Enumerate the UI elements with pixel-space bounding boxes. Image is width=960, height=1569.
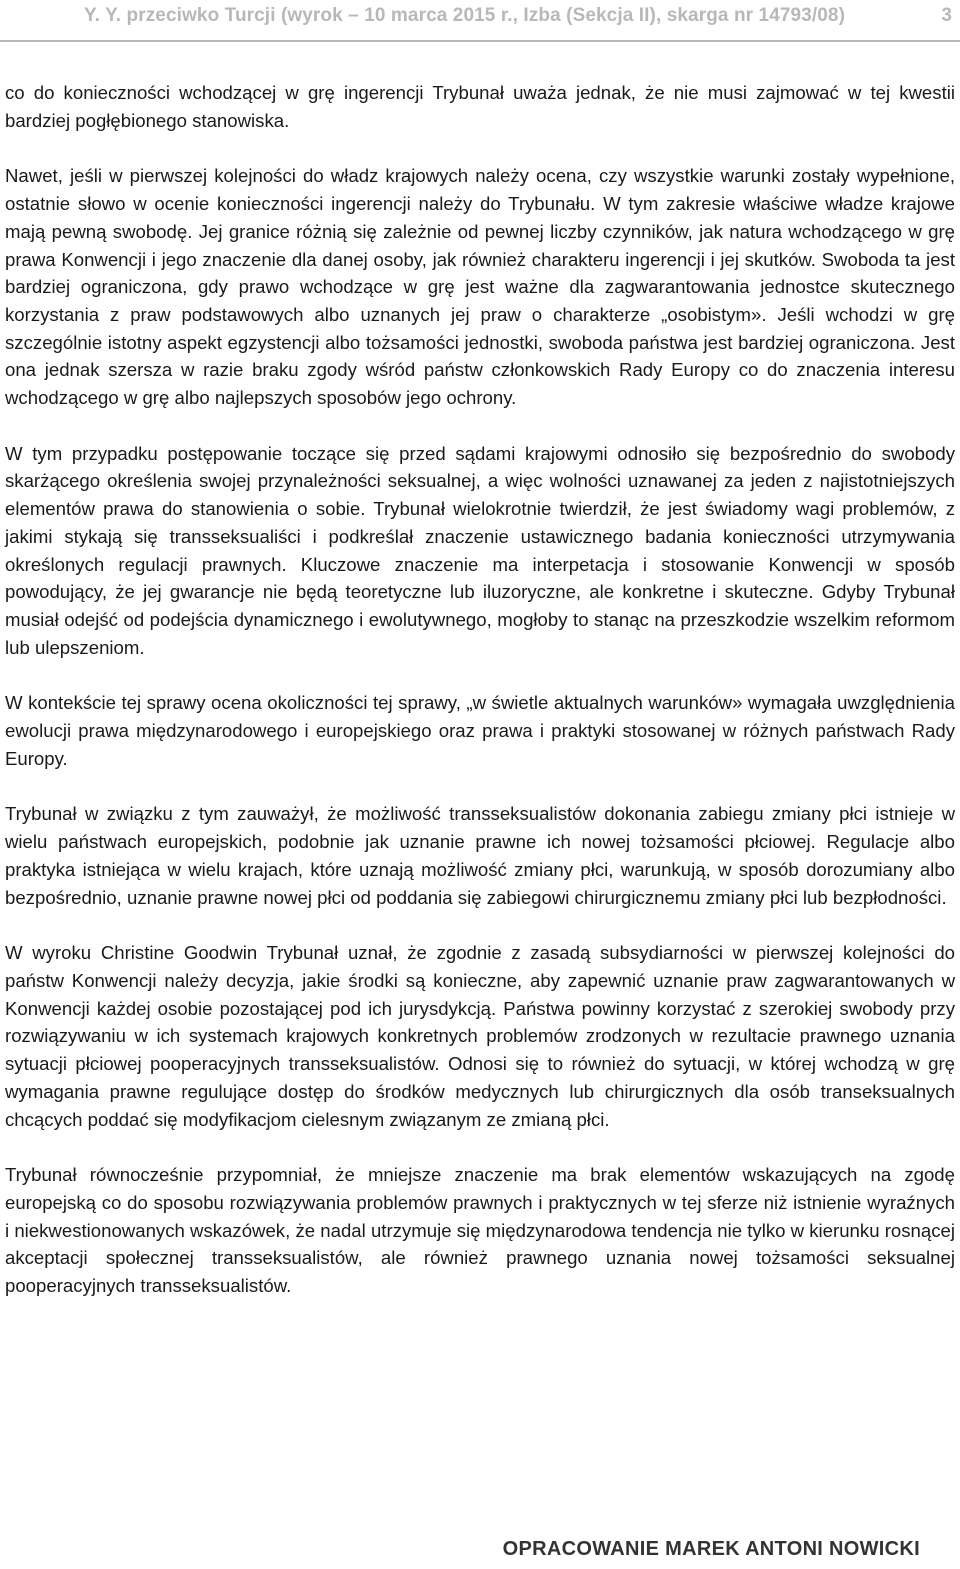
footer-credit: OPRACOWANIE MAREK ANTONI NOWICKI [502, 1538, 920, 1560]
paragraph: Trybunał równocześnie przypomniał, że mniejsze znaczenie ma brak elementów wskazujących na zgodę europejską co do sposobu rozwiązywania problemów prawnych i praktycznych w tej sferze niż istnienie wyraźnych i niekwestionowanych wskazówek, że nadal utrzymuje się międzynarodowa tendencja nie tylko w kierunku rosnącej akceptacji społecznej transseksualistów, ale również prawnego uznania nowej tożsamości seksualnej pooperacyjnych transseksualistów. [5, 1164, 955, 1297]
paragraph: W wyroku Christine Goodwin Trybunał uznał, że zgodnie z zasadą subsydiarności w pierwszej kolejności do państw Konwencji należy decyzja, jakie środki są konieczne, aby zapewnić uznanie praw zagwarantowanych w Konwencji każdej osobie pozostającej pod ich jurysdykcją. Państwa powinny korzystać z szerokiej swobody przy rozwiązywaniu w ich systemach krajowych konkretnych problemów zrodzonych w rezultacie prawnego uznania sytuacji płciowej pooperacyjnych transseksualistów. Odnosi się to również do sytuacji, w której wchodzą w grę wymagania prawne regulujące dostęp do środków medycznych lub chirurgicznych dla osób transeksualnych chcących poddać się modyfikacjom cielesnym związanym ze zmianą płci. [5, 942, 955, 1130]
running-header-title: Y. Y. przeciwko Turcji (wyrok – 10 marca 2015 r., Izba (Sekcja II), skarga nr 14793/08) [84, 5, 846, 26]
paragraph: W tym przypadku postępowanie toczące się przed sądami krajowymi odnosiło się bezpośrednio do swobody skarżącego określenia swojej przynależności seksualnej, a więc wolności uznawanej za jeden z najistotniejszych elementów prawa do stanowienia o sobie. Trybunał wielokrotnie twierdził, że jest świadomy wagi problemów, z jakimi stykają się transseksualiści i podkreślał znaczenie ustawicznego badania konieczności utrzymywania określonych regulacji prawnych. Kluczowe znaczenie ma interpetacja i stosowanie Konwencji w sposób powodujący, że jej gwarancje nie będą teoretyczne lub iluzoryczne, ale konkretne i skuteczne. Gdyby Trybunał musiał odejść od podejścia dynamicznego i ewolutywnego, mogłoby to stanąc na przeszkodzie wszelkim reformom lub ulepszeniom. [5, 442, 955, 658]
page-header [0, 0, 960, 40]
document-body [5, 79, 955, 1328]
paragraph: Nawet, jeśli w pierwszej kolejności do władz krajowych należy ocena, czy wszystkie warunki zostały wypełnione, ostatnie słowo w ocenie konieczności ingerencji należy do Trybunału. W tym zakresie właściwe władze krajowe mają pewną swobodę. Jej granice różnią się zależnie od pewnej liczby czynników, jak natura wchodzącego w grę prawa Konwencji i jego znaczenie dla danej osoby, jak również charakteru ingerencji i jej skutków. Swoboda ta jest bardziej ograniczona, gdy prawo wchodzące w grę jest ważne dla zagwarantowania jednostce skutecznego korzystania z praw podstawowych albo uznanych jej praw o charakterze „osobistym». Jeśli wchodzi w grę szczególnie istotny aspekt egzystencji albo tożsamości jednostki, swoboda państwa jest bardziej ograniczona. Jest ona jednak szersza w razie braku zgody wśród państw członkowskich Rady Europy co do znaczenia interesu wchodzącego w grę albo najlepszych sposobów jego ochrony. [5, 165, 955, 409]
paragraph: Trybunał w związku z tym zauważył, że możliwość transseksualistów dokonania zabiegu zmiany płci istnieje w wielu państwach europejskich, podobnie jak uznanie prawne ich nowej tożsamości płciowej. Regulacje albo praktyka istniejąca w wielu krajach, które uznają możliwość zmiany płci, warunkują, w sposób dorozumiany albo bezpośrednio, uznanie prawne nowej płci od poddania się zabiegowi chirurgicznemu zmiany płci lub bezpłodności. [5, 803, 955, 908]
paragraph: W kontekście tej sprawy ocena okoliczności tej sprawy, „w świetle aktualnych warunków» wymagała uwzględnienia ewolucji prawa międzynarodowego i europejskiego oraz prawa i praktyki stosowanej w różnych państwach Rady Europy. [5, 692, 955, 769]
paragraph: co do konieczności wchodzącej w grę ingerencji Trybunał uważa jednak, że nie musi zajmować w tej kwestii bardziej pogłębionego stanowiska. [5, 82, 955, 131]
page-number: 3 [941, 5, 952, 26]
header-divider [0, 40, 960, 42]
